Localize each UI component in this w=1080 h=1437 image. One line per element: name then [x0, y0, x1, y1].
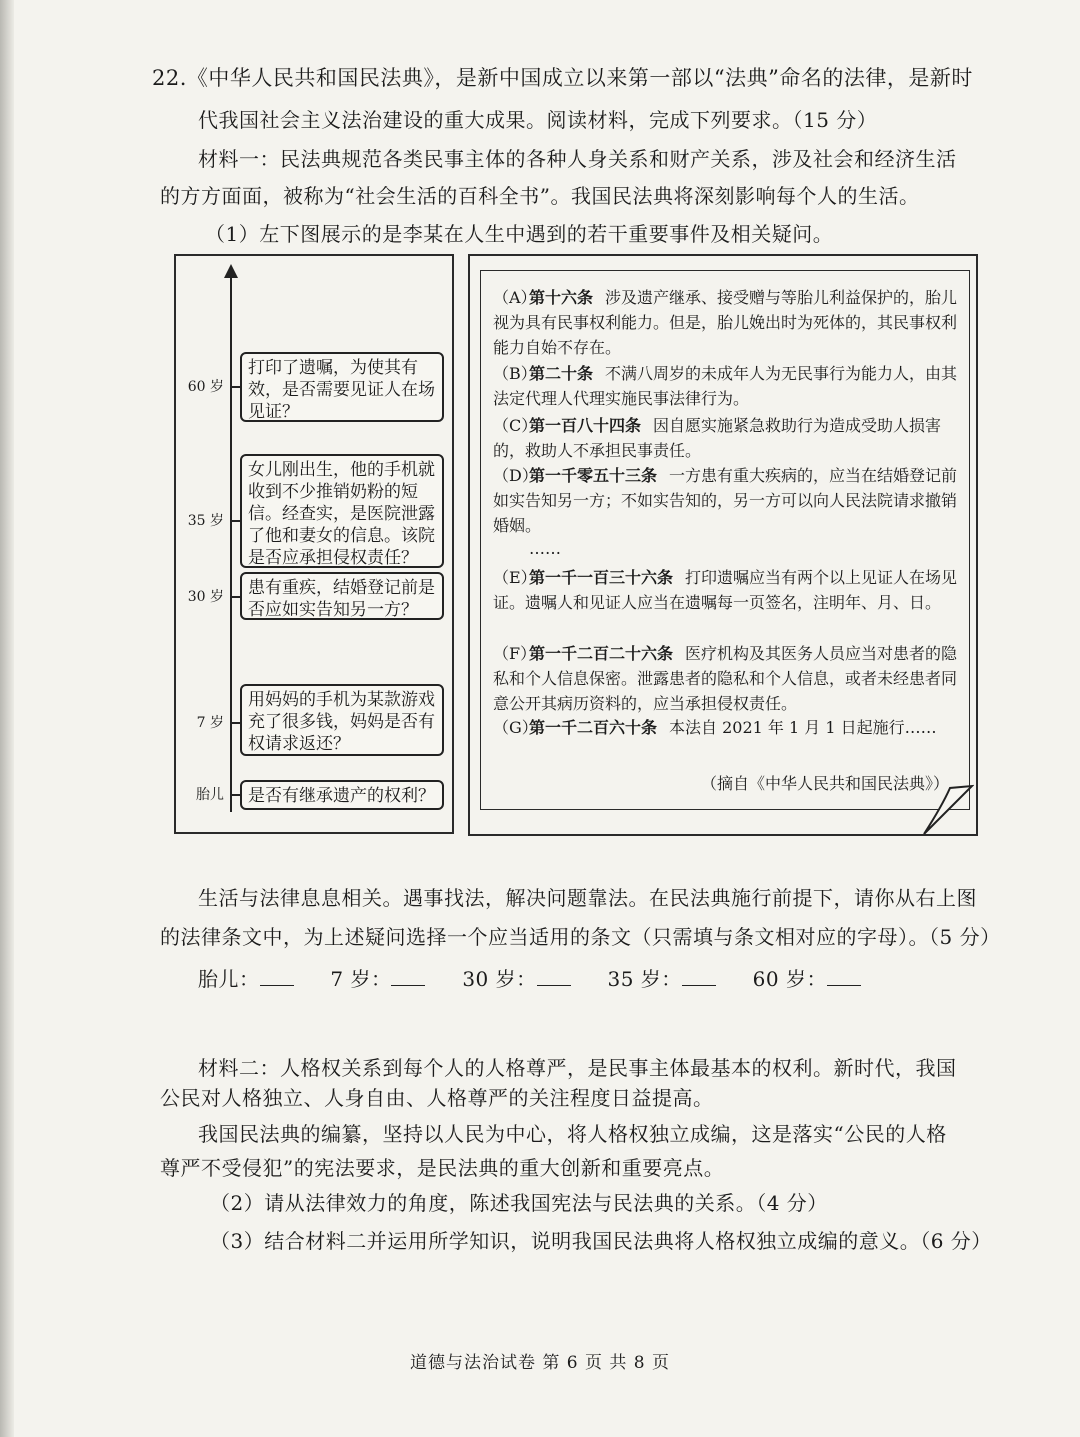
article-number: 第一千零五十三条: [529, 466, 658, 485]
page-footer: 道德与法治试卷 第 6 页 共 8 页: [409, 1353, 671, 1373]
material2-line4: 尊严不受侵犯”的宪法要求，是民法典的重大创新和重要亮点。: [160, 1156, 725, 1180]
article-number: 第十六条: [529, 288, 594, 307]
material2-line2: 公民对人格独立、人身自由、人格尊严的关注程度日益提高。: [160, 1086, 714, 1110]
sub-question-1: （1）左下图展示的是李某在人生中遇到的若干重要事件及相关疑问。: [205, 222, 834, 246]
article-text: 不满八周岁的未成年人为无民事行为能力人，由其法定代理人代理实施民事法律行为。: [493, 364, 958, 408]
law-article: [493, 565, 963, 615]
blank-label: 30 岁：: [462, 967, 537, 991]
blank-label: 60 岁：: [752, 967, 827, 991]
material1-line1: 材料一：民法典规范各类民事主体的各种人身关系和财产关系，涉及社会和经济生活: [198, 147, 957, 171]
article-number: 第二十条: [529, 364, 594, 383]
article-letter: （B）: [493, 364, 537, 383]
answer-blank[interactable]: [827, 967, 861, 986]
sub-question-2: （2）请从法律效力的角度，陈述我国宪法与民法典的关系。（4 分）: [210, 1191, 828, 1215]
event-box: 女儿刚出生，他的手机就收到不少推销奶粉的短信。经查实，是医院泄露了他和妻女的信息。该院是否应承担侵权责任？: [240, 454, 444, 568]
article-ellipsis: ……: [529, 539, 561, 558]
article-letter: （F）: [493, 644, 537, 663]
article-letter: （E）: [493, 568, 537, 587]
timeline-axis: [230, 272, 232, 812]
material2-line1: 材料二：人格权关系到每个人的人格尊严，是民事主体最基本的权利。新时代，我国: [198, 1056, 957, 1080]
law-articles-box: [468, 254, 978, 836]
answer-blanks: [198, 963, 891, 992]
article-letter: （A）: [493, 288, 537, 307]
task-paragraph-1: 生活与法律息息相关。遇事找法，解决问题靠法。在民法典施行前提下，请你从右上图: [198, 886, 977, 910]
article-number: 第一百八十四条: [529, 416, 642, 435]
timeline-box: [174, 254, 454, 834]
sub-question-3: （3）结合材料二并运用所学知识，说明我国民法典将人格权独立成编的意义。（6 分）: [210, 1229, 992, 1253]
article-letter: （D）: [493, 466, 538, 485]
event-box: 患有重疾，结婚登记前是否应如实告知另一方？: [240, 572, 444, 620]
question-heading-cont: 代我国社会主义法治建设的重大成果。阅读材料，完成下列要求。（15 分）: [198, 108, 878, 132]
page-edge-shadow: [0, 0, 14, 1437]
page-curl-icon: [922, 784, 974, 836]
law-article: [493, 285, 963, 360]
article-text: 本法自 2021 年 1 月 1 日起施行……: [669, 718, 937, 737]
law-article: [493, 361, 963, 411]
material2-line3: 我国民法典的编纂，坚持以人民为中心，将人格权独立成编，这是落实“公民的人格: [198, 1122, 947, 1146]
article-number: 第一千二百二十六条: [529, 644, 674, 663]
article-letter: （C）: [493, 416, 538, 435]
article-letter: （G）: [493, 718, 538, 737]
article-text: 医疗机构及其医务人员应当对患者的隐私和个人信息保密。泄露患者的隐私和个人信息，或者未经患者同意公开其病历资料的，应当承担侵权责任。: [493, 644, 958, 713]
article-number: 第一千二百六十条: [529, 718, 658, 737]
article-number: 第一千一百三十六条: [529, 568, 674, 587]
article-text: 一方患有重大疾病的，应当在结婚登记前如实告知另一方；不如实告知的，另一方可以向人民法院请求撤销婚姻。: [493, 466, 958, 535]
age-label: 30 岁: [187, 589, 224, 605]
age-label: 35 岁: [187, 513, 224, 529]
event-box: 用妈妈的手机为某款游戏充了很多钱，妈妈是否有权请求返还？: [240, 684, 444, 756]
age-label: 60 岁: [187, 379, 224, 395]
blank-label: 胎儿：: [198, 967, 260, 991]
answer-blank[interactable]: [391, 967, 425, 986]
article-text: 因自愿实施紧急救助行为造成受助人损害的，救助人不承担民事责任。: [493, 416, 942, 460]
event-box: 打印了遗嘱，为使其有效，是否需要见证人在场见证？: [240, 352, 444, 422]
article-text: 打印遗嘱应当有两个以上见证人在场见证。遗嘱人和见证人应当在遗嘱每一页签名，注明年、月、日。: [493, 568, 958, 612]
law-article: [493, 641, 963, 716]
law-articles-paper: [480, 270, 970, 810]
law-article: [493, 463, 963, 538]
task-paragraph-2: 的法律条文中，为上述疑问选择一个应当适用的条文（只需填与条文相对应的字母）。（5 分）: [160, 925, 1001, 949]
material1-line2: 的方方面面，被称为“社会生活的百科全书”。我国民法典将深刻影响每个人的生活。: [160, 184, 920, 208]
blank-label: 7 岁：: [330, 967, 392, 991]
blank-label: 35 岁：: [607, 967, 682, 991]
answer-blank[interactable]: [537, 967, 571, 986]
question-heading: 22.《中华人民共和国民法典》，是新中国成立以来第一部以“法典”命名的法律，是新时: [152, 66, 973, 90]
answer-blank[interactable]: [682, 967, 716, 986]
article-text: 涉及遗产继承、接受赠与等胎儿利益保护的，胎儿视为具有民事权利能力。但是，胎儿娩出时为死体的，其民事权利能力自始不存在。: [493, 288, 958, 357]
law-source: （摘自《中华人民共和国民法典》）: [700, 774, 949, 793]
age-label: 7 岁: [196, 715, 224, 731]
event-box: 是否有继承遗产的权利？: [240, 780, 444, 810]
law-article: [493, 715, 963, 740]
age-label: 胎儿: [196, 787, 224, 803]
law-article: [493, 413, 963, 463]
answer-blank[interactable]: [260, 967, 294, 986]
